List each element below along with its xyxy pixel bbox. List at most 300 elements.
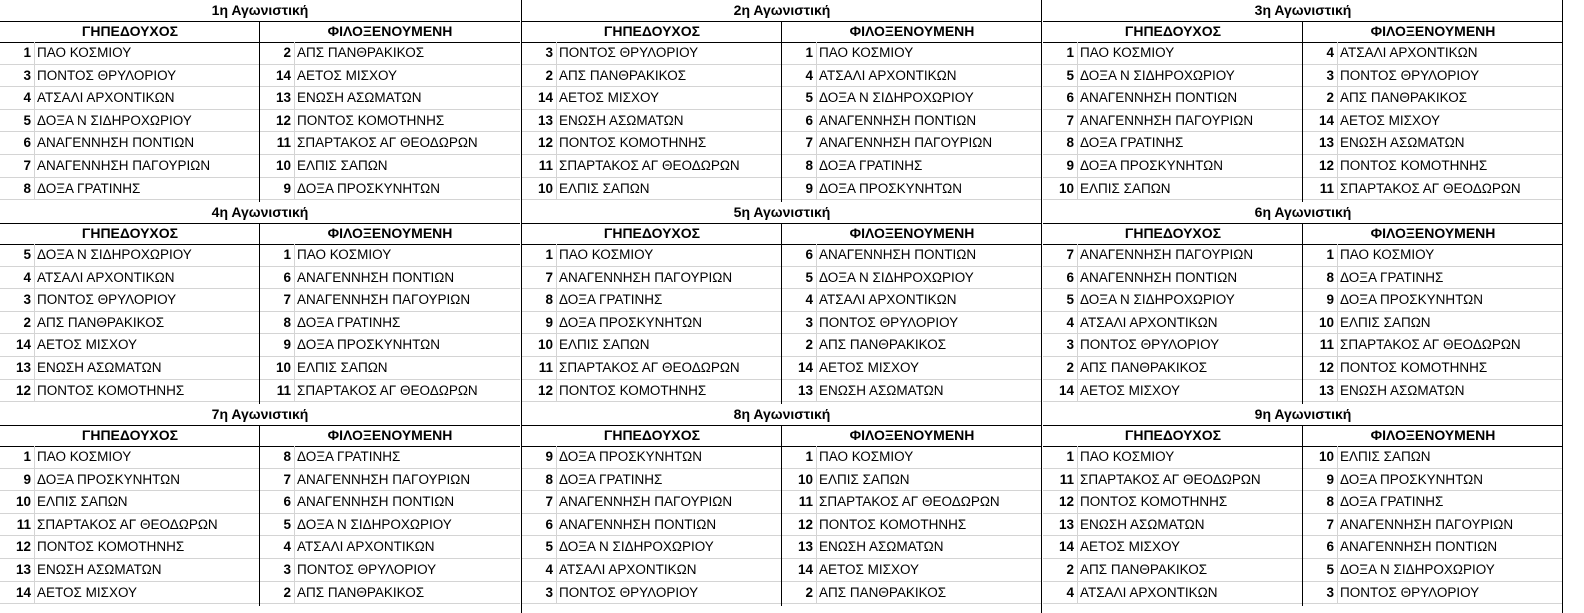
away-team-name[interactable]: ΕΛΠΙΣ ΣΑΠΩΝ	[297, 360, 388, 375]
home-team-name[interactable]: ΠΑΟ ΚΟΣΜΙΟΥ	[37, 449, 132, 464]
home-team-number[interactable]: 13	[15, 562, 31, 577]
home-team-name[interactable]: ΠΟΝΤΟΣ ΚΟΜΟΤΗΝΗΣ	[559, 135, 707, 151]
home-team-name[interactable]: ΑΝΑΓΕΝΝΗΣΗ ΠΑΓΟΥΡΙΩΝ	[1080, 112, 1254, 128]
away-team-name[interactable]: ΕΛΠΙΣ ΣΑΠΩΝ	[297, 158, 388, 173]
home-team-number[interactable]: 5	[1066, 67, 1074, 83]
home-team-number[interactable]: 6	[545, 516, 553, 532]
away-team-name[interactable]: ΑΠΣ ΠΑΝΘΡΑΚΙΚΟΣ	[297, 584, 425, 600]
home-team-number[interactable]: 11	[538, 158, 553, 173]
home-team-name[interactable]: ΑΕΤΟΣ ΜΙΣΧΟΥ	[1080, 539, 1181, 555]
away-team-number[interactable]: 6	[805, 112, 813, 128]
away-team-name[interactable]: ΔΟΞΑ ΠΡΟΣΚΥΝΗΤΩΝ	[819, 180, 962, 196]
round-block	[522, 404, 1042, 606]
home-team-number[interactable]: 4	[23, 90, 31, 106]
home-team-number[interactable]: 12	[15, 539, 31, 555]
home-team-name[interactable]: ΔΟΞΑ ΠΡΟΣΚΥΝΗΤΩΝ	[559, 449, 702, 464]
away-team-number[interactable]: 13	[1318, 135, 1334, 151]
away-team-name[interactable]: ΑΕΤΟΣ ΜΙΣΧΟΥ	[819, 360, 920, 375]
match-row	[0, 514, 520, 537]
home-team-number[interactable]: 10	[537, 180, 553, 196]
home-team-number[interactable]: 7	[545, 269, 553, 285]
away-team-name[interactable]: ΑΝΑΓΕΝΝΗΣΗ ΠΑΓΟΥΡΙΩΝ	[297, 471, 471, 487]
round-title: 7η Αγωνιστική	[0, 404, 520, 426]
round-block	[1043, 0, 1563, 202]
away-team-number[interactable]: 1	[1326, 247, 1334, 262]
away-team-number[interactable]: 14	[1318, 112, 1334, 128]
away-team-number[interactable]: 1	[805, 45, 813, 60]
away-team-number[interactable]: 12	[275, 112, 291, 128]
away-team-name[interactable]: ΠΟΝΤΟΣ ΚΟΜΟΤΗΝΗΣ	[297, 112, 445, 128]
home-team-number[interactable]: 7	[545, 494, 553, 510]
match-row	[522, 312, 1042, 335]
cell-gridline	[1077, 536, 1078, 559]
match-row	[522, 514, 1042, 537]
home-team-name[interactable]: ΑΝΑΓΕΝΝΗΣΗ ΠΟΝΤΙΩΝ	[37, 135, 195, 151]
home-team-number[interactable]: 2	[1066, 562, 1074, 577]
home-team-name[interactable]: ΑΝΑΓΕΝΝΗΣΗ ΠΑΓΟΥΡΙΩΝ	[559, 269, 733, 285]
home-team-number[interactable]: 11	[16, 516, 31, 532]
away-team-name[interactable]: ΕΝΩΣΗ ΑΣΩΜΑΤΩΝ	[819, 539, 944, 555]
home-team-name[interactable]: ΕΛΠΙΣ ΣΑΠΩΝ	[1080, 180, 1171, 196]
away-team-number[interactable]: 13	[797, 539, 813, 555]
home-team-number[interactable]: 1	[545, 247, 553, 262]
home-team-number[interactable]: 1	[1066, 45, 1074, 60]
away-team-name[interactable]: ΑΕΤΟΣ ΜΙΣΧΟΥ	[819, 562, 920, 577]
home-team-number[interactable]: 9	[545, 449, 553, 464]
away-team-name[interactable]: ΔΟΞΑ Ν ΣΙΔΗΡΟΧΩΡΙΟΥ	[819, 90, 974, 106]
home-team-name[interactable]: ΑΤΣΑΛΙ ΑΡΧΟΝΤΙΚΩΝ	[559, 562, 697, 577]
home-team-name[interactable]: ΑΠΣ ΠΑΝΘΡΑΚΙΚΟΣ	[1080, 360, 1208, 375]
home-team-header: ΓΗΠΕΔΟΥΧΟΣ	[0, 425, 260, 447]
cell-gridline	[816, 178, 817, 201]
cell-gridline	[34, 87, 35, 110]
home-team-number[interactable]: 8	[1066, 135, 1074, 151]
away-team-name[interactable]: ΠΟΝΤΟΣ ΘΡΥΛΟΡΙΟΥ	[1340, 67, 1480, 83]
away-team-number[interactable]: 8	[805, 158, 813, 173]
home-team-number[interactable]: 13	[537, 112, 553, 128]
home-team-name[interactable]: ΑΕΤΟΣ ΜΙΣΧΟΥ	[559, 90, 660, 106]
away-team-number[interactable]: 7	[805, 135, 813, 151]
home-team-name[interactable]: ΕΝΩΣΗ ΑΣΩΜΑΤΩΝ	[1080, 516, 1205, 532]
away-team-number[interactable]: 3	[805, 314, 813, 330]
away-team-name[interactable]: ΔΟΞΑ ΓΡΑΤΙΝΗΣ	[819, 158, 923, 173]
home-team-number[interactable]: 14	[1058, 382, 1074, 398]
away-team-number[interactable]: 11	[276, 135, 291, 151]
away-team-name[interactable]: ΕΛΠΙΣ ΣΑΠΩΝ	[819, 471, 910, 487]
home-team-number[interactable]: 5	[545, 539, 553, 555]
cell-gridline	[1077, 380, 1078, 403]
home-team-name[interactable]: ΑΝΑΓΕΝΝΗΣΗ ΠΑΓΟΥΡΙΩΝ	[559, 494, 733, 510]
away-team-name[interactable]: ΑΝΑΓΕΝΝΗΣΗ ΠΟΝΤΙΩΝ	[1340, 539, 1498, 555]
home-team-number[interactable]: 10	[1058, 180, 1074, 196]
home-team-number[interactable]: 4	[545, 562, 553, 577]
away-team-number[interactable]: 1	[805, 449, 813, 464]
home-team-name[interactable]: ΠΑΟ ΚΟΣΜΙΟΥ	[1080, 449, 1175, 464]
away-team-number[interactable]: 12	[1318, 158, 1334, 173]
home-team-name[interactable]: ΔΟΞΑ Ν ΣΙΔΗΡΟΧΩΡΙΟΥ	[37, 247, 192, 262]
away-team-number[interactable]: 9	[1326, 471, 1334, 487]
home-team-number[interactable]: 7	[1066, 112, 1074, 128]
cell-gridline	[816, 42, 817, 65]
cell-gridline	[556, 87, 557, 110]
away-team-number[interactable]: 10	[1318, 449, 1334, 464]
away-team-number[interactable]: 10	[275, 360, 291, 375]
home-team-number[interactable]: 3	[545, 584, 553, 600]
away-team-name[interactable]: ΠΑΟ ΚΟΣΜΙΟΥ	[1340, 247, 1435, 262]
row-gridline	[1043, 603, 1563, 604]
home-team-name[interactable]: ΔΟΞΑ Ν ΣΙΔΗΡΟΧΩΡΙΟΥ	[37, 112, 192, 128]
home-team-number[interactable]: 4	[1066, 584, 1074, 600]
cell-gridline	[34, 559, 35, 582]
away-team-name[interactable]: ΑΝΑΓΕΝΝΗΣΗ ΠΟΝΤΙΩΝ	[819, 247, 977, 262]
home-team-name[interactable]: ΣΠΑΡΤΑΚΟΣ ΑΓ ΘΕΟΔΩΡΩΝ	[1080, 471, 1261, 487]
home-team-number[interactable]: 3	[23, 67, 31, 83]
home-team-number[interactable]: 3	[23, 292, 31, 308]
away-team-number[interactable]: 12	[797, 516, 813, 532]
match-row	[0, 357, 520, 380]
away-team-number[interactable]: 14	[797, 360, 813, 375]
home-team-name[interactable]: ΑΝΑΓΕΝΝΗΣΗ ΠΟΝΤΙΩΝ	[559, 516, 717, 532]
home-team-number[interactable]: 8	[545, 471, 553, 487]
home-team-number[interactable]: 9	[23, 471, 31, 487]
cell-gridline	[1077, 267, 1078, 290]
away-team-name[interactable]: ΑΤΣΑΛΙ ΑΡΧΟΝΤΙΚΩΝ	[1340, 45, 1478, 60]
home-team-number[interactable]: 12	[1058, 494, 1074, 510]
cell-gridline	[294, 42, 295, 65]
cell-gridline	[816, 155, 817, 178]
cell-gridline	[556, 244, 557, 267]
home-team-number[interactable]: 4	[23, 269, 31, 285]
home-team-name[interactable]: ΑΤΣΑΛΙ ΑΡΧΟΝΤΙΚΩΝ	[37, 269, 175, 285]
home-team-name[interactable]: ΔΟΞΑ ΓΡΑΤΙΝΗΣ	[559, 292, 663, 308]
away-team-name[interactable]: ΠΑΟ ΚΟΣΜΙΟΥ	[819, 45, 914, 60]
match-row	[1043, 289, 1563, 312]
away-team-number[interactable]: 13	[797, 382, 813, 398]
home-team-name[interactable]: ΣΠΑΡΤΑΚΟΣ ΑΓ ΘΕΟΔΩΡΩΝ	[37, 516, 218, 532]
cell-gridline	[1077, 312, 1078, 335]
match-row	[1043, 87, 1563, 110]
cell-gridline	[1337, 469, 1338, 492]
away-team-name[interactable]: ΔΟΞΑ ΠΡΟΣΚΥΝΗΤΩΝ	[297, 337, 440, 353]
away-team-number[interactable]: 2	[805, 584, 813, 600]
home-team-number[interactable]: 5	[23, 112, 31, 128]
away-team-number[interactable]: 6	[283, 269, 291, 285]
away-team-name[interactable]: ΠΟΝΤΟΣ ΘΡΥΛΟΡΙΟΥ	[297, 562, 437, 577]
cell-gridline	[1337, 267, 1338, 290]
away-team-name[interactable]: ΣΠΑΡΤΑΚΟΣ ΑΓ ΘΕΟΔΩΡΩΝ	[1340, 180, 1521, 196]
home-team-name[interactable]: ΑΝΑΓΕΝΝΗΣΗ ΠΟΝΤΙΩΝ	[1080, 269, 1238, 285]
away-team-number[interactable]: 5	[805, 269, 813, 285]
home-team-name[interactable]: ΠΟΝΤΟΣ ΚΟΜΟΤΗΝΗΣ	[37, 382, 185, 398]
away-team-number[interactable]: 4	[805, 292, 813, 308]
away-team-name[interactable]: ΑΤΣΑΛΙ ΑΡΧΟΝΤΙΚΩΝ	[297, 539, 435, 555]
away-team-number[interactable]: 11	[1319, 337, 1334, 353]
home-team-number[interactable]: 9	[1066, 158, 1074, 173]
home-team-name[interactable]: ΣΠΑΡΤΑΚΟΣ ΑΓ ΘΕΟΔΩΡΩΝ	[559, 360, 740, 375]
away-team-name[interactable]: ΠΟΝΤΟΣ ΚΟΜΟΤΗΝΗΣ	[1340, 158, 1488, 173]
away-team-name[interactable]: ΔΟΞΑ Ν ΣΙΔΗΡΟΧΩΡΙΟΥ	[1340, 562, 1495, 577]
away-team-name[interactable]: ΑΕΤΟΣ ΜΙΣΧΟΥ	[1340, 112, 1441, 128]
away-team-number[interactable]: 9	[283, 337, 291, 353]
home-team-number[interactable]: 13	[1058, 516, 1074, 532]
home-team-name[interactable]: ΔΟΞΑ ΓΡΑΤΙΝΗΣ	[1080, 135, 1184, 151]
away-team-name[interactable]: ΠΑΟ ΚΟΣΜΙΟΥ	[297, 247, 392, 262]
home-team-number[interactable]: 14	[1058, 539, 1074, 555]
away-team-name[interactable]: ΑΕΤΟΣ ΜΙΣΧΟΥ	[297, 67, 398, 83]
home-team-name[interactable]: ΔΟΞΑ ΠΡΟΣΚΥΝΗΤΩΝ	[1080, 158, 1223, 173]
away-team-name[interactable]: ΠΟΝΤΟΣ ΚΟΜΟΤΗΝΗΣ	[1340, 360, 1488, 375]
away-team-name[interactable]: ΔΟΞΑ ΠΡΟΣΚΥΝΗΤΩΝ	[297, 180, 440, 196]
away-team-number[interactable]: 11	[798, 494, 813, 510]
away-team-number[interactable]: 2	[805, 337, 813, 353]
away-team-number[interactable]: 13	[275, 90, 291, 106]
away-team-name[interactable]: ΕΝΩΣΗ ΑΣΩΜΑΤΩΝ	[1340, 135, 1465, 151]
away-team-number[interactable]: 8	[283, 449, 291, 464]
home-team-name[interactable]: ΑΝΑΓΕΝΝΗΣΗ ΠΑΓΟΥΡΙΩΝ	[37, 158, 211, 173]
away-team-number[interactable]: 3	[1326, 67, 1334, 83]
away-team-name[interactable]: ΠΑΟ ΚΟΣΜΙΟΥ	[819, 449, 914, 464]
home-team-name[interactable]: ΕΛΠΙΣ ΣΑΠΩΝ	[37, 494, 128, 510]
away-team-name[interactable]: ΣΠΑΡΤΑΚΟΣ ΑΓ ΘΕΟΔΩΡΩΝ	[297, 135, 478, 151]
away-team-name[interactable]: ΣΠΑΡΤΑΚΟΣ ΑΓ ΘΕΟΔΩΡΩΝ	[819, 494, 1000, 510]
away-team-number[interactable]: 6	[805, 247, 813, 262]
home-team-name[interactable]: ΔΟΞΑ ΠΡΟΣΚΥΝΗΤΩΝ	[37, 471, 180, 487]
home-team-name[interactable]: ΔΟΞΑ Ν ΣΙΔΗΡΟΧΩΡΙΟΥ	[559, 539, 714, 555]
away-team-number[interactable]: 6	[1326, 539, 1334, 555]
away-team-number[interactable]: 8	[1326, 494, 1334, 510]
away-team-number[interactable]: 10	[275, 158, 291, 173]
home-team-number[interactable]: 1	[23, 449, 31, 464]
home-team-name[interactable]: ΑΕΤΟΣ ΜΙΣΧΟΥ	[37, 337, 138, 353]
home-team-number[interactable]: 14	[15, 584, 31, 600]
home-team-number[interactable]: 8	[545, 292, 553, 308]
away-team-number[interactable]: 10	[1318, 314, 1334, 330]
away-team-name[interactable]: ΔΟΞΑ ΓΡΑΤΙΝΗΣ	[297, 314, 401, 330]
away-team-number[interactable]: 4	[1326, 45, 1334, 60]
home-team-number[interactable]: 10	[15, 494, 31, 510]
away-team-number[interactable]: 7	[283, 292, 291, 308]
away-team-name[interactable]: ΔΟΞΑ ΠΡΟΣΚΥΝΗΤΩΝ	[1340, 292, 1483, 308]
home-team-name[interactable]: ΠΟΝΤΟΣ ΚΟΜΟΤΗΝΗΣ	[37, 539, 185, 555]
cell-gridline	[294, 334, 295, 357]
away-team-name[interactable]: ΣΠΑΡΤΑΚΟΣ ΑΓ ΘΕΟΔΩΡΩΝ	[1340, 337, 1521, 353]
cell-gridline	[1337, 110, 1338, 133]
away-team-number[interactable]: 9	[1326, 292, 1334, 308]
away-team-name[interactable]: ΑΝΑΓΕΝΝΗΣΗ ΠΟΝΤΙΩΝ	[819, 112, 977, 128]
home-team-name[interactable]: ΠΑΟ ΚΟΣΜΙΟΥ	[559, 247, 654, 262]
home-team-number[interactable]: 3	[545, 45, 553, 60]
away-team-name[interactable]: ΕΝΩΣΗ ΑΣΩΜΑΤΩΝ	[819, 382, 944, 398]
away-team-number[interactable]: 8	[283, 314, 291, 330]
match-row	[0, 469, 520, 492]
away-team-number[interactable]: 13	[1318, 382, 1334, 398]
home-team-number[interactable]: 1	[23, 45, 31, 60]
cell-gridline	[1077, 559, 1078, 582]
away-team-number[interactable]: 3	[1326, 584, 1334, 600]
away-team-header: ΦΙΛΟΞΕΝΟΥΜΕΝΗ	[260, 425, 520, 447]
home-team-name[interactable]: ΠΟΝΤΟΣ ΘΡΥΛΟΡΙΟΥ	[559, 45, 699, 60]
cell-gridline	[1337, 380, 1338, 403]
home-team-name[interactable]: ΣΠΑΡΤΑΚΟΣ ΑΓ ΘΕΟΔΩΡΩΝ	[559, 158, 740, 173]
away-team-number[interactable]: 5	[1326, 562, 1334, 577]
away-team-name[interactable]: ΕΛΠΙΣ ΣΑΠΩΝ	[1340, 449, 1431, 464]
away-team-number[interactable]: 4	[283, 539, 291, 555]
cell-gridline	[556, 110, 557, 133]
home-team-name[interactable]: ΠΑΟ ΚΟΣΜΙΟΥ	[37, 45, 132, 60]
home-team-name[interactable]: ΑΕΤΟΣ ΜΙΣΧΟΥ	[1080, 382, 1181, 398]
home-team-number[interactable]: 3	[1066, 337, 1074, 353]
home-team-number[interactable]: 12	[537, 382, 553, 398]
home-team-number[interactable]: 7	[23, 158, 31, 173]
round-title: 9η Αγωνιστική	[1043, 404, 1563, 426]
away-team-number[interactable]: 11	[1319, 180, 1334, 196]
away-team-number[interactable]: 2	[283, 584, 291, 600]
home-team-number[interactable]: 8	[23, 180, 31, 196]
away-team-name[interactable]: ΑΠΣ ΠΑΝΘΡΑΚΙΚΟΣ	[1340, 90, 1468, 106]
home-team-number[interactable]: 2	[23, 314, 31, 330]
home-team-name[interactable]: ΔΟΞΑ ΓΡΑΤΙΝΗΣ	[559, 471, 663, 487]
home-team-name[interactable]: ΑΤΣΑΛΙ ΑΡΧΟΝΤΙΚΩΝ	[1080, 314, 1218, 330]
cell-gridline	[294, 446, 295, 469]
home-team-name[interactable]: ΕΛΠΙΣ ΣΑΠΩΝ	[559, 180, 650, 196]
home-team-number[interactable]: 6	[1066, 90, 1074, 106]
home-team-name[interactable]: ΕΛΠΙΣ ΣΑΠΩΝ	[559, 337, 650, 353]
away-team-name[interactable]: ΠΟΝΤΟΣ ΘΡΥΛΟΡΙΟΥ	[1340, 584, 1480, 600]
home-team-name[interactable]: ΕΝΩΣΗ ΑΣΩΜΑΤΩΝ	[37, 562, 162, 577]
home-team-name[interactable]: ΕΝΩΣΗ ΑΣΩΜΑΤΩΝ	[559, 112, 684, 128]
cell-gridline	[34, 110, 35, 133]
away-team-number[interactable]: 14	[797, 562, 813, 577]
away-team-name[interactable]: ΑΤΣΑΛΙ ΑΡΧΟΝΤΙΚΩΝ	[819, 67, 957, 83]
away-team-name[interactable]: ΑΠΣ ΠΑΝΘΡΑΚΙΚΟΣ	[819, 337, 947, 353]
cell-gridline	[556, 446, 557, 469]
away-team-name[interactable]: ΑΝΑΓΕΝΝΗΣΗ ΠΑΓΟΥΡΙΩΝ	[819, 135, 993, 151]
home-team-name[interactable]: ΔΟΞΑ ΠΡΟΣΚΥΝΗΤΩΝ	[559, 314, 702, 330]
away-team-number[interactable]: 7	[283, 471, 291, 487]
away-team-name[interactable]: ΔΟΞΑ ΓΡΑΤΙΝΗΣ	[297, 449, 401, 464]
home-team-number[interactable]: 5	[23, 247, 31, 262]
away-team-number[interactable]: 5	[283, 516, 291, 532]
home-team-name[interactable]: ΠΑΟ ΚΟΣΜΙΟΥ	[1080, 45, 1175, 60]
away-team-name[interactable]: ΑΝΑΓΕΝΝΗΣΗ ΠΑΓΟΥΡΙΩΝ	[1340, 516, 1514, 532]
cell-gridline	[294, 491, 295, 514]
row-gridline	[522, 401, 1042, 402]
home-team-name[interactable]: ΔΟΞΑ Ν ΣΙΔΗΡΟΧΩΡΙΟΥ	[1080, 67, 1235, 83]
round-block	[1043, 404, 1563, 606]
home-team-number[interactable]: 4	[1066, 314, 1074, 330]
away-team-number[interactable]: 3	[283, 562, 291, 577]
home-team-number[interactable]: 7	[1066, 247, 1074, 262]
away-team-name[interactable]: ΔΟΞΑ ΠΡΟΣΚΥΝΗΤΩΝ	[1340, 471, 1483, 487]
home-team-name[interactable]: ΑΤΣΑΛΙ ΑΡΧΟΝΤΙΚΩΝ	[1080, 584, 1218, 600]
match-row	[522, 582, 1042, 605]
away-team-name[interactable]: ΑΝΑΓΕΝΝΗΣΗ ΠΟΝΤΙΩΝ	[297, 494, 455, 510]
away-team-number[interactable]: 11	[276, 382, 291, 398]
home-team-name[interactable]: ΔΟΞΑ ΓΡΑΤΙΝΗΣ	[37, 180, 141, 196]
half-divider	[1302, 425, 1303, 606]
away-team-number[interactable]: 6	[283, 494, 291, 510]
away-team-number[interactable]: 1	[283, 247, 291, 262]
home-team-number[interactable]: 6	[23, 135, 31, 151]
away-team-number[interactable]: 2	[1326, 90, 1334, 106]
away-team-number[interactable]: 9	[283, 180, 291, 196]
cell-gridline	[1077, 289, 1078, 312]
away-team-name[interactable]: ΑΤΣΑΛΙ ΑΡΧΟΝΤΙΚΩΝ	[819, 292, 957, 308]
away-team-name[interactable]: ΠΟΝΤΟΣ ΘΡΥΛΟΡΙΟΥ	[819, 314, 959, 330]
home-team-name[interactable]: ΑΤΣΑΛΙ ΑΡΧΟΝΤΙΚΩΝ	[37, 90, 175, 106]
home-team-name[interactable]: ΠΟΝΤΟΣ ΘΡΥΛΟΡΙΟΥ	[1080, 337, 1220, 353]
away-team-number[interactable]: 4	[805, 67, 813, 83]
home-team-number[interactable]: 2	[1066, 360, 1074, 375]
home-team-name[interactable]: ΑΕΤΟΣ ΜΙΣΧΟΥ	[37, 584, 138, 600]
home-team-number[interactable]: 13	[15, 360, 31, 375]
home-team-name[interactable]: ΕΝΩΣΗ ΑΣΩΜΑΤΩΝ	[37, 360, 162, 375]
home-team-number[interactable]: 14	[15, 337, 31, 353]
away-team-number[interactable]: 12	[1318, 360, 1334, 375]
away-team-name[interactable]: ΑΠΣ ΠΑΝΘΡΑΚΙΚΟΣ	[819, 584, 947, 600]
away-team-name[interactable]: ΔΟΞΑ ΓΡΑΤΙΝΗΣ	[1340, 269, 1444, 285]
home-team-number[interactable]: 12	[15, 382, 31, 398]
away-team-number[interactable]: 7	[1326, 516, 1334, 532]
home-team-number[interactable]: 11	[538, 360, 553, 375]
home-team-number[interactable]: 14	[537, 90, 553, 106]
away-team-number[interactable]: 8	[1326, 269, 1334, 285]
home-team-number[interactable]: 6	[1066, 269, 1074, 285]
home-team-name[interactable]: ΠΟΝΤΟΣ ΘΡΥΛΟΡΙΟΥ	[37, 292, 177, 308]
away-team-name[interactable]: ΔΟΞΑ Ν ΣΙΔΗΡΟΧΩΡΙΟΥ	[819, 269, 974, 285]
away-team-name[interactable]: ΑΠΣ ΠΑΝΘΡΑΚΙΚΟΣ	[297, 45, 425, 60]
home-team-number[interactable]: 10	[537, 337, 553, 353]
home-team-number[interactable]: 1	[1066, 449, 1074, 464]
away-team-name[interactable]: ΕΛΠΙΣ ΣΑΠΩΝ	[1340, 314, 1431, 330]
away-team-name[interactable]: ΕΝΩΣΗ ΑΣΩΜΑΤΩΝ	[297, 90, 422, 106]
cell-gridline	[34, 267, 35, 290]
home-team-number[interactable]: 2	[545, 67, 553, 83]
cell-gridline	[34, 312, 35, 335]
away-team-number[interactable]: 2	[283, 45, 291, 60]
away-team-name[interactable]: ΑΝΑΓΕΝΝΗΣΗ ΠΟΝΤΙΩΝ	[297, 269, 455, 285]
cell-gridline	[556, 289, 557, 312]
away-team-number[interactable]: 5	[805, 90, 813, 106]
home-team-number[interactable]: 5	[1066, 292, 1074, 308]
away-team-name[interactable]: ΑΝΑΓΕΝΝΗΣΗ ΠΑΓΟΥΡΙΩΝ	[297, 292, 471, 308]
home-team-name[interactable]: ΠΟΝΤΟΣ ΚΟΜΟΤΗΝΗΣ	[1080, 494, 1228, 510]
home-team-name[interactable]: ΠΟΝΤΟΣ ΘΡΥΛΟΡΙΟΥ	[37, 67, 177, 83]
home-team-number[interactable]: 11	[1059, 471, 1074, 487]
away-team-name[interactable]: ΔΟΞΑ ΓΡΑΤΙΝΗΣ	[1340, 494, 1444, 510]
cell-gridline	[1337, 132, 1338, 155]
away-team-number[interactable]: 14	[275, 67, 291, 83]
away-team-name[interactable]: ΕΝΩΣΗ ΑΣΩΜΑΤΩΝ	[1340, 382, 1465, 398]
home-team-name[interactable]: ΑΝΑΓΕΝΝΗΣΗ ΠΑΓΟΥΡΙΩΝ	[1080, 247, 1254, 262]
away-team-number[interactable]: 10	[797, 471, 813, 487]
home-team-name[interactable]: ΑΠΣ ΠΑΝΘΡΑΚΙΚΟΣ	[559, 67, 687, 83]
away-team-name[interactable]: ΠΟΝΤΟΣ ΚΟΜΟΤΗΝΗΣ	[819, 516, 967, 532]
away-team-name[interactable]: ΣΠΑΡΤΑΚΟΣ ΑΓ ΘΕΟΔΩΡΩΝ	[297, 382, 478, 398]
home-team-name[interactable]: ΔΟΞΑ Ν ΣΙΔΗΡΟΧΩΡΙΟΥ	[1080, 292, 1235, 308]
home-team-name[interactable]: ΑΠΣ ΠΑΝΘΡΑΚΙΚΟΣ	[37, 314, 165, 330]
away-team-name[interactable]: ΔΟΞΑ Ν ΣΙΔΗΡΟΧΩΡΙΟΥ	[297, 516, 452, 532]
away-team-number[interactable]: 9	[805, 180, 813, 196]
home-team-name[interactable]: ΑΝΑΓΕΝΝΗΣΗ ΠΟΝΤΙΩΝ	[1080, 90, 1238, 106]
match-row	[1043, 536, 1563, 559]
home-team-name[interactable]: ΠΟΝΤΟΣ ΚΟΜΟΤΗΝΗΣ	[559, 382, 707, 398]
home-team-name[interactable]: ΠΟΝΤΟΣ ΘΡΥΛΟΡΙΟΥ	[559, 584, 699, 600]
cell-gridline	[556, 380, 557, 403]
home-team-number[interactable]: 12	[537, 135, 553, 151]
home-team-number[interactable]: 9	[545, 314, 553, 330]
home-team-name[interactable]: ΑΠΣ ΠΑΝΘΡΑΚΙΚΟΣ	[1080, 562, 1208, 577]
